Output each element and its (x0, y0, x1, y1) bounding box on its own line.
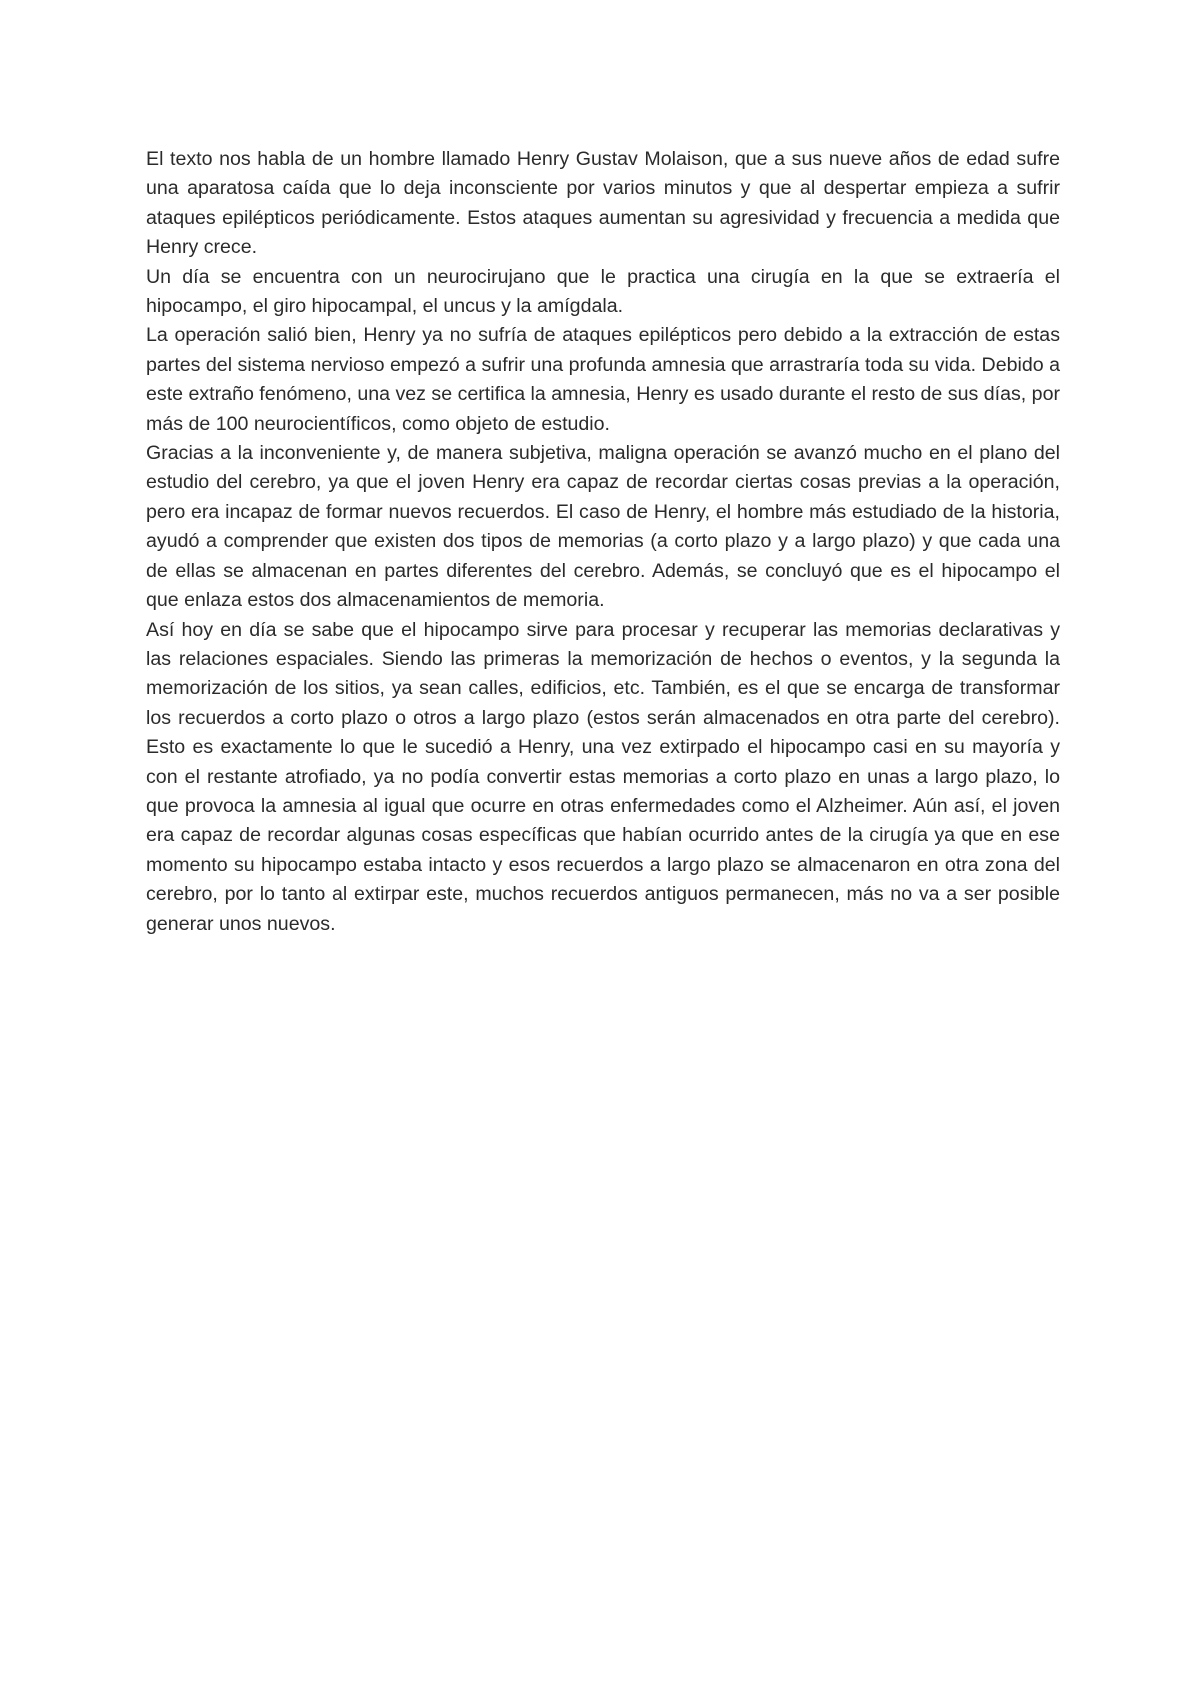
paragraph-4: Gracias a la inconveniente y, de manera subjetiva, maligna operación se avanzó mucho en el plano del estudio del cerebro, ya que el joven Henry era capaz de recordar ciertas cosas previas a la operación, pero era incapaz de formar nuevos recuerdos. El caso de Henry, el hombre más estudiado de la historia, ayudó a comprender que existen dos tipos de memorias (a corto plazo y a largo plazo) y que cada una de ellas se almacenan en partes diferentes del cerebro. Además, se concluyó que es el hipocampo el que enlaza estos dos almacenamientos de memoria. (146, 442, 1060, 612)
paragraph-5: Así hoy en día se sabe que el hipocampo sirve para procesar y recuperar las memorias declarativas y las relaciones espaciales. Siendo las primeras la memorización de hechos o eventos, y la segunda la memorización de los sitios, ya sean calles, edificios, etc. También, es el que se encarga de transformar los recuerdos a corto plazo o otros a largo plazo (estos serán almacenados en otra parte del cerebro). Esto es exactamente lo que le sucedió a Henry, una vez extirpado el hipocampo casi en su mayoría y con el restante atrofiado, ya no podía convertir estas memorias a corto plazo en unas a largo plazo, lo que provoca la amnesia al igual que ocurre en otras enfermedades como el Alzheimer. Aún así, el joven era capaz de recordar algunas cosas específicas que habían ocurrido antes de la cirugía ya que en ese momento su hipocampo estaba intacto y esos recuerdos a largo plazo se almacenaron en otra zona del cerebro, por lo tanto al extirpar este, muchos recuerdos antiguos permanecen, más no va a ser posible generar unos nuevos. (146, 618, 1060, 935)
document-body (146, 145, 1060, 939)
paragraph-2: Un día se encuentra con un neurocirujano que le practica una cirugía en la que se extraería el hipocampo, el giro hipocampal, el uncus y la amígdala. (146, 265, 1060, 318)
paragraph-3: La operación salió bien, Henry ya no sufría de ataques epilépticos pero debido a la extracción de estas partes del sistema nervioso empezó a sufrir una profunda amnesia que arrastraría toda su vida. Debido a este extraño fenómeno, una vez se certifica la amnesia, Henry es usado durante el resto de sus días, por más de 100 neurocientíficos, como objeto de estudio. (146, 324, 1060, 435)
paragraph-1: El texto nos habla de un hombre llamado Henry Gustav Molaison, que a sus nueve años de edad sufre una aparatosa caída que lo deja inconsciente por varios minutos y que al despertar empieza a sufrir ataques epilépticos periódicamente. Estos ataques aumentan su agresividad y frecuencia a medida que Henry crece. (146, 148, 1060, 259)
